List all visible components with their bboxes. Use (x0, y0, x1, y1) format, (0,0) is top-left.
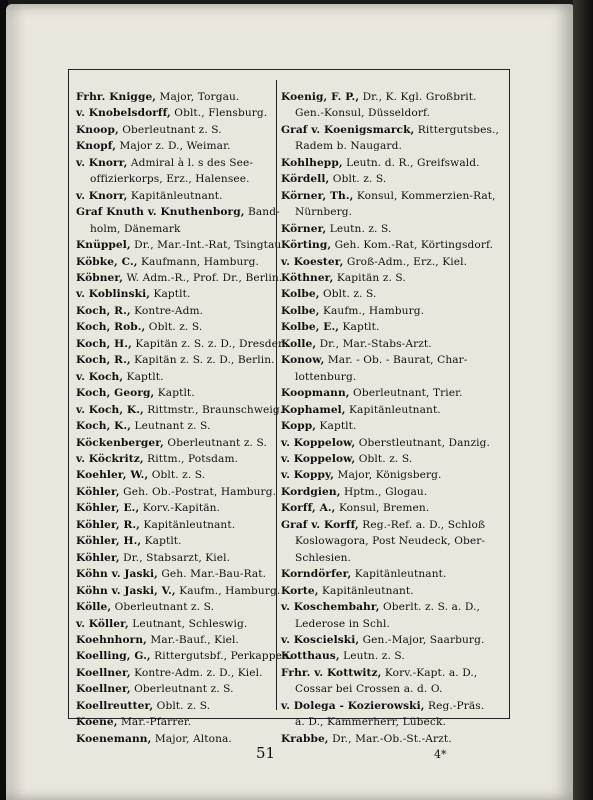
entry-details: Leutnant z. S. (131, 420, 211, 433)
entry-name: Köhn v. Jaski, (76, 568, 158, 581)
list-entry (76, 319, 272, 335)
list-entry (281, 155, 503, 171)
list-entry (76, 665, 272, 681)
entry-details: Dr., Mar.-Int.-Rat, Tsingtau. (130, 239, 285, 252)
entry-name: Koenemann, (76, 732, 152, 745)
entry-name: Koch, R., (76, 354, 131, 367)
list-entry (281, 286, 503, 302)
list-entry-continuation (281, 138, 503, 154)
list-entry (76, 698, 272, 714)
entry-details: Dr., Mar.-Ob.-St.-Arzt. (328, 732, 452, 745)
list-entry (281, 484, 503, 500)
entry-details: Mar. - Ob. - Baurat, Char- (324, 354, 468, 367)
list-entry-continuation (76, 171, 272, 187)
entry-details: Kaptlt. (123, 370, 164, 383)
entry-details: Major z. D., Weimar. (116, 140, 231, 153)
entry-name: Korndörfer, (281, 568, 352, 581)
entry-details: Oberleutnant z. S. (111, 601, 215, 614)
entry-name: Köhler, E., (76, 502, 140, 515)
list-entry (76, 550, 272, 566)
entry-name: Koch, R., (76, 304, 131, 317)
entry-details: Kaptlt. (141, 535, 182, 548)
entry-details: Admiral à l. s des See- (127, 156, 254, 169)
entry-details: Oblt. z. S. (355, 452, 413, 465)
entry-details: Kapitänleutnant. (351, 568, 447, 581)
list-entry (281, 665, 503, 681)
list-entry (76, 286, 272, 302)
entry-name: v. Knobelsdorff, (76, 107, 171, 120)
list-entry (281, 336, 503, 352)
list-entry (76, 352, 275, 368)
list-entry (281, 237, 503, 253)
list-entry (76, 402, 284, 418)
entry-name: Koellreutter, (76, 699, 154, 712)
entry-details: Kontre-Adm. (130, 304, 204, 317)
entry-details: Oberleutnant z. S. (118, 123, 222, 136)
list-entry (76, 731, 272, 747)
entry-name: v. Koch, (76, 370, 124, 383)
list-entry-continuation (281, 714, 503, 730)
entry-name: Köhler, H., (76, 535, 142, 548)
list-entry (76, 714, 272, 730)
entry-name: Korff, A., (281, 502, 336, 515)
entry-details: Major, Torgau. (156, 91, 240, 103)
list-entry (281, 451, 503, 467)
entry-name: Konow, (281, 354, 325, 367)
list-entry (281, 303, 503, 319)
list-entry-continuation (281, 369, 503, 385)
list-entry (76, 369, 272, 385)
entry-name: Köbner, (76, 271, 124, 284)
entry-name: Köthner, (281, 271, 334, 284)
list-entry (76, 451, 272, 467)
entry-details: Hptm., Glogau. (340, 485, 428, 498)
entry-name: v. Köller, (76, 617, 129, 630)
entry-details: Kaptlt. (339, 321, 380, 334)
entry-details: Konsul, Kommerzien-Rat, (353, 189, 496, 202)
entry-name: Kolle, (281, 337, 317, 350)
list-entry (76, 270, 283, 286)
entry-name: Graf Knuth v. Knuthenborg, (76, 206, 245, 219)
entry-details: Korv.-Kapitän. (139, 502, 221, 515)
entry-name: Krabbe, (281, 732, 329, 745)
entry-details: Major, Königsberg. (334, 469, 442, 482)
entry-name: Kolbe, (281, 288, 320, 301)
entry-name: v. Knorr, (76, 189, 128, 202)
entry-details: Mar.-Bauf., Kiel. (146, 633, 240, 646)
entry-details: Dr., K. Kgl. Großbrit. (359, 91, 477, 103)
list-entry (281, 517, 503, 533)
entry-name: Frhr. v. Kottwitz, (281, 666, 382, 679)
entry-name: Koch, Georg, (76, 387, 155, 400)
entry-details: Dr., Stabsarzt, Kiel. (119, 551, 231, 564)
entry-details: a. D., Kammerherr, Lübeck. (295, 716, 446, 729)
entry-name: Koellner, (76, 666, 131, 679)
book-spine (573, 0, 593, 800)
entry-details: Oblt. z. S. (153, 699, 211, 712)
entry-details: Lederose in Schl. (295, 617, 390, 630)
list-entry (281, 583, 503, 599)
entry-name: Kolbe, (281, 304, 320, 317)
entry-details: Reg.-Präs. (424, 699, 485, 712)
list-entry (76, 336, 289, 352)
entry-details: Oberstleutnant, Danzig. (355, 436, 490, 449)
entry-details: Rittm., Potsdam. (143, 452, 239, 465)
entry-details: W. Adm.-R., Prof. Dr., Berlin. (123, 271, 283, 284)
entry-name: v. Koppy, (281, 469, 335, 482)
list-entry (281, 188, 503, 204)
entry-details: Gen.-Konsul, Düsseldorf. (295, 107, 431, 120)
entry-details: Geh. Ob.-Postrat, Hamburg. (119, 485, 277, 498)
list-entry (281, 254, 503, 270)
list-entry (76, 122, 272, 138)
entry-details: Oblt. z. S. (148, 469, 206, 482)
list-entry (76, 484, 277, 500)
entry-name: Kophamel, (281, 403, 346, 416)
list-entry (76, 467, 272, 483)
entry-details: Oblt. z. S. (329, 173, 387, 186)
list-entry (76, 385, 272, 401)
entry-details: offizierkorps, Erz., Halensee. (90, 173, 250, 186)
entry-details: Leutn. z. S. (339, 650, 405, 663)
entry-name: Kordgien, (281, 485, 341, 498)
entry-details: Band- (244, 206, 280, 219)
entry-details: Dr., Mar.-Stabs-Arzt. (316, 337, 432, 350)
entry-name: Koellner, (76, 683, 131, 696)
entry-details: holm, Dänemark (90, 222, 181, 235)
entry-name: Koopmann, (281, 387, 350, 400)
entry-name: Köckenberger, (76, 436, 164, 449)
list-entry (76, 681, 272, 697)
entry-details: Geh. Mar.-Bau-Rat. (157, 568, 267, 581)
list-entry (281, 566, 503, 582)
entry-name: v. Koschembahr, (281, 601, 380, 614)
entry-details: Nürnberg. (295, 206, 353, 219)
entry-name: Kölle, (76, 601, 112, 614)
entry-name: Knoop, (76, 123, 119, 136)
list-entry-continuation (76, 221, 272, 237)
list-entry (76, 632, 272, 648)
list-entry (281, 599, 503, 615)
list-entry (76, 533, 272, 549)
entry-name: Koenig, F. P., (281, 91, 360, 103)
entry-details: Kapitänleutnant. (139, 518, 236, 531)
list-entry (76, 237, 285, 253)
entry-name: Kolbe, E., (281, 321, 340, 334)
entry-details: Groß-Adm., Erz., Kiel. (343, 255, 468, 268)
entry-name: Kördell, (281, 173, 330, 186)
column-divider (276, 80, 277, 710)
entry-details: Cossar bei Crossen a. d. O. (295, 683, 443, 696)
list-entry-continuation (281, 533, 503, 549)
list-entry (281, 270, 503, 286)
entry-name: Kohlhepp, (281, 156, 343, 169)
list-entry (76, 138, 272, 154)
list-entry (76, 583, 281, 599)
list-entry (281, 221, 503, 237)
entry-name: Körting, (281, 239, 332, 252)
list-entry (76, 303, 272, 319)
list-entry-continuation (281, 681, 503, 697)
list-entry (76, 616, 272, 632)
entry-name: Koehnhorn, (76, 633, 147, 646)
list-entry (281, 418, 503, 434)
list-entry (281, 435, 503, 451)
list-entry-continuation (281, 616, 503, 632)
list-entry (76, 89, 272, 105)
list-entry (76, 188, 272, 204)
entry-name: Körner, (281, 222, 327, 235)
list-entry (76, 155, 272, 171)
entry-details: Geh. Kom.-Rat, Körtingsdorf. (331, 239, 494, 252)
entry-name: Köhler, (76, 551, 120, 564)
entry-name: Graf v. Korff, (281, 518, 359, 531)
page-number: 51 (256, 744, 276, 762)
entry-details: Kapitän z. S. z. D., Berlin. (130, 354, 275, 367)
entry-name: Koch, Rob., (76, 321, 146, 334)
list-entry (281, 171, 503, 187)
entry-name: Knüppel, (76, 239, 131, 252)
entry-name: Frhr. Knigge, (76, 91, 157, 103)
entry-details: Leutnant, Schleswig. (128, 617, 248, 630)
list-entry (76, 254, 272, 270)
entry-details: Koslowagora, Post Neudeck, Ober- (295, 535, 486, 548)
entry-name: Köhn v. Jaski, V., (76, 584, 176, 597)
entry-details: Konsul, Bremen. (335, 502, 430, 515)
entry-details: Rittmstr., Braunschweig. (143, 403, 284, 416)
list-entry (76, 435, 272, 451)
entry-details: Mar.-Pfarrer. (117, 716, 192, 729)
list-entry (281, 352, 503, 368)
entry-name: Körner, Th., (281, 189, 354, 202)
entry-details: Leutn. z. S. (326, 222, 392, 235)
entry-name: Koehler, W., (76, 469, 149, 482)
entry-details: Reg.-Ref. a. D., Schloß (358, 518, 486, 531)
entry-details: Kaptlt. (316, 420, 357, 433)
entry-details: Major, Altona. (151, 732, 232, 745)
list-entry-continuation (281, 105, 503, 121)
entry-name: Koch, K., (76, 420, 132, 433)
entry-name: v. Knorr, (76, 156, 128, 169)
list-entry (76, 500, 272, 516)
list-entry (281, 731, 503, 747)
list-entry (281, 402, 503, 418)
entry-details: Kapitän z. S. z. D., Dresden. (131, 337, 289, 350)
entry-details: Radem b. Naugard. (295, 140, 402, 153)
entry-details: Oblt. z. S. (145, 321, 203, 334)
entry-details: Gen.-Major, Saarburg. (359, 633, 485, 646)
entry-details: Oberleutnant, Trier. (349, 387, 463, 400)
entry-name: Koene, (76, 716, 118, 729)
list-entry (76, 105, 272, 121)
entry-details: Kapitänleutnant. (318, 584, 414, 597)
entry-name: Kopp, (281, 420, 317, 433)
entry-details: Kaufm., Hamburg. (175, 584, 281, 597)
entry-details: Rittergutsbf., Perkappen. (150, 650, 293, 663)
entry-name: Kotthaus, (281, 650, 340, 663)
entry-name: v. Köckritz, (76, 452, 144, 465)
entry-name: v. Koblinski, (76, 288, 150, 301)
list-entry (281, 467, 503, 483)
entry-details: lottenburg. (295, 370, 357, 383)
list-entry-continuation (281, 204, 503, 220)
entry-details: Kapitänleutnant. (345, 403, 441, 416)
entry-name: Köbke, C., (76, 255, 138, 268)
right-column (281, 89, 503, 747)
entry-name: v. Koscielski, (281, 633, 360, 646)
entry-details: Oberleutnant z. S. (163, 436, 267, 449)
entry-details: Kaptlt. (154, 387, 195, 400)
entry-details: Oblt. z. S. (319, 288, 377, 301)
list-entry (281, 385, 503, 401)
entry-details: Leutn. d. R., Greifswald. (342, 156, 480, 169)
entry-name: Koch, H., (76, 337, 132, 350)
list-entry (76, 418, 272, 434)
list-entry (281, 632, 503, 648)
entry-name: v. Koester, (281, 255, 344, 268)
list-entry (281, 319, 503, 335)
list-entry (281, 89, 503, 105)
entry-name: Korte, (281, 584, 319, 597)
list-entry (76, 204, 280, 220)
entry-name: v. Koch, K., (76, 403, 144, 416)
list-entry (76, 566, 272, 582)
list-entry (281, 500, 503, 516)
list-entry-continuation (281, 550, 503, 566)
entry-details: Kapitän z. S. (333, 271, 406, 284)
list-entry (76, 648, 293, 664)
entry-details: Kapitänleutnant. (127, 189, 223, 202)
entry-name: Koelling, G., (76, 650, 151, 663)
printer-signature: 4* (434, 748, 447, 761)
entry-name: v. Koppelow, (281, 452, 356, 465)
entry-name: Köhler, R., (76, 518, 140, 531)
entry-name: v. Dolega - Kozierowski, (281, 699, 425, 712)
left-column (76, 89, 293, 747)
list-entry (281, 648, 503, 664)
entry-details: Schlesien. (295, 551, 351, 564)
entry-name: v. Koppelow, (281, 436, 356, 449)
entry-details: Kaufmann, Hamburg. (137, 255, 259, 268)
entry-details: Rittergutsbes., (414, 123, 500, 136)
entry-details: Kaufm., Hamburg. (319, 304, 425, 317)
entry-name: Knopf, (76, 140, 116, 153)
entry-details: Kaptlt. (149, 288, 191, 301)
entry-name: Graf v. Koenigsmarck, (281, 123, 415, 136)
entry-name: Köhler, (76, 485, 120, 498)
list-entry (76, 599, 272, 615)
list-entry (76, 517, 272, 533)
entry-details: Korv.-Kapt. a. D., (381, 666, 478, 679)
entry-details: Oblt., Flensburg. (170, 107, 268, 120)
list-entry (281, 698, 503, 714)
entry-details: Oberleutnant z. S. (130, 683, 234, 696)
entry-details: Oberlt. z. S. a. D., (379, 601, 481, 614)
entry-details: Kontre-Adm. z. D., Kiel. (130, 666, 263, 679)
list-entry (281, 122, 503, 138)
